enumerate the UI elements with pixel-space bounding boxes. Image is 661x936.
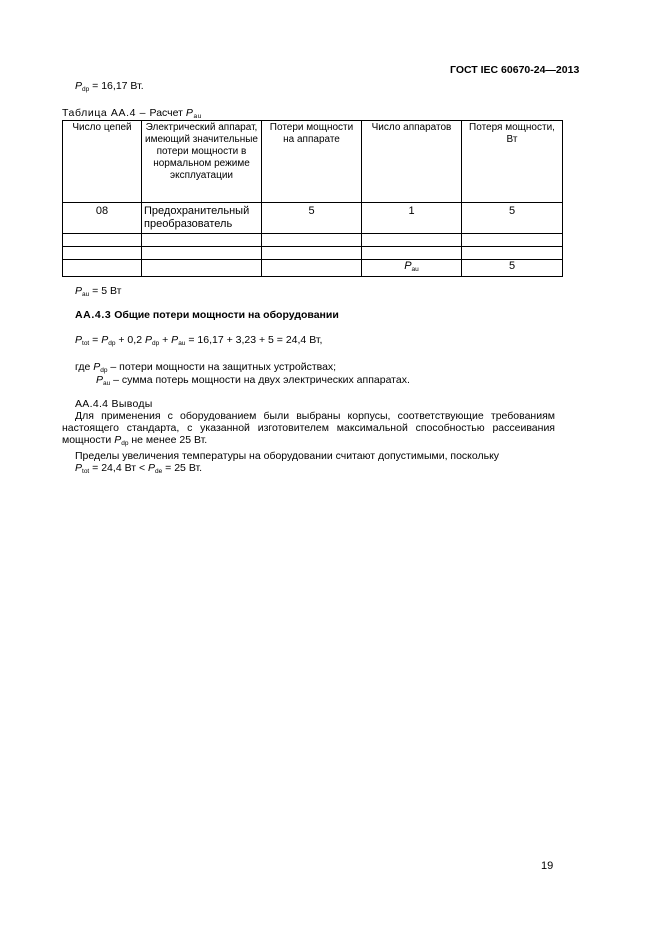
table-cell xyxy=(462,247,563,260)
subscript: dp xyxy=(100,367,108,374)
table-cell xyxy=(362,247,462,260)
table-cell xyxy=(262,234,362,247)
formula-text: + xyxy=(159,334,172,346)
table-cell: Предохранительный преобразователь xyxy=(142,203,262,234)
table-cell xyxy=(262,260,362,277)
subscript: dp xyxy=(108,340,116,347)
symbol-p: P xyxy=(93,361,101,373)
comparison-text: = 25 Вт. xyxy=(162,462,203,474)
subscript: dp xyxy=(121,440,129,447)
table-cell xyxy=(142,234,262,247)
power-loss-table xyxy=(62,120,563,277)
comparison-text: = 24,4 Вт < xyxy=(89,462,148,474)
table-cell xyxy=(142,247,262,260)
pdp-value-text: = 16,17 Вт. xyxy=(89,80,144,92)
formula-text: + 0,2 xyxy=(115,334,145,346)
subscript: au xyxy=(411,266,419,273)
where-line-2 xyxy=(96,374,410,387)
symbol-p: P xyxy=(75,80,83,92)
symbol-p: P xyxy=(148,462,156,474)
table-row xyxy=(63,203,563,234)
table-cell xyxy=(462,234,563,247)
header-cell: Число аппаратов xyxy=(362,121,462,203)
table-cell: 1 xyxy=(362,203,462,234)
comparison-line xyxy=(75,462,202,475)
table-cell xyxy=(262,247,362,260)
section-heading xyxy=(75,309,339,321)
subscript: au xyxy=(193,113,202,120)
page-number: 19 xyxy=(541,860,554,872)
header-cell: Число цепей xyxy=(63,121,142,203)
subscript: dp xyxy=(151,340,160,347)
subscript: au xyxy=(82,291,90,298)
subscript: au xyxy=(178,340,186,347)
symbol-p: P xyxy=(114,434,122,446)
pau-value-text: = 5 Вт xyxy=(89,285,122,297)
table-cell: 5 xyxy=(462,203,563,234)
pdp-value-line xyxy=(75,80,144,93)
conclusions-paragraph xyxy=(62,410,555,450)
table-cell xyxy=(63,247,142,260)
where-prefix: где xyxy=(75,361,94,373)
section-number: АА.4.3 xyxy=(75,309,112,321)
symbol-p: P xyxy=(75,334,83,346)
table-cell: 08 xyxy=(63,203,142,234)
header-cell: Потери мощности на аппарате xyxy=(262,121,362,203)
subscript: tot xyxy=(82,340,90,347)
where-description: – потери мощности на защитных устройствах; xyxy=(107,361,337,373)
paragraph-text: не менее 25 Вт. xyxy=(128,434,208,446)
header-cell: Электрический аппарат, имеющий значительные потери мощности в нормальном режиме эксплуатации xyxy=(142,121,262,203)
symbol-p: P xyxy=(185,107,194,119)
table-cell xyxy=(362,234,462,247)
table-cell xyxy=(63,260,142,277)
formula-text: = 16,17 + 3,23 + 5 = 24,4 Вт, xyxy=(185,334,323,346)
table-caption-prefix: Таблица АА.4 xyxy=(62,107,137,119)
subscript: dp xyxy=(82,86,90,93)
table-header-row xyxy=(63,121,563,203)
table-caption-dash: – xyxy=(136,107,150,119)
table-row xyxy=(63,234,563,247)
symbol-p: P xyxy=(171,334,179,346)
table-cell: 5 xyxy=(262,203,362,234)
total-label-cell xyxy=(362,260,462,277)
symbol-p: P xyxy=(96,374,104,386)
symbol-p: P xyxy=(144,334,152,346)
table-caption xyxy=(62,107,202,120)
subscript: de xyxy=(155,468,163,475)
where-line-1 xyxy=(75,361,336,374)
table-cell xyxy=(63,234,142,247)
pau-value-line xyxy=(75,285,121,298)
table-caption-title: Расчет xyxy=(149,107,186,119)
subscript: tot xyxy=(82,468,90,475)
symbol-p: P xyxy=(75,285,83,297)
document-code: ГОСТ IEC 60670-24—2013 xyxy=(450,64,580,76)
table-row xyxy=(63,247,563,260)
where-description: – сумма потерь мощности на двух электрических аппаратах. xyxy=(110,374,410,386)
symbol-p: P xyxy=(75,462,83,474)
conclusions-heading: АА.4.4 Выводы xyxy=(75,398,153,410)
total-loss-formula xyxy=(75,334,322,347)
formula-text: = xyxy=(89,334,102,346)
header-cell: Потеря мощности, Вт xyxy=(462,121,563,203)
symbol-p: P xyxy=(404,260,412,272)
section-title: Общие потери мощности на оборудовании xyxy=(111,309,339,321)
total-value-cell: 5 xyxy=(462,260,563,277)
subscript: au xyxy=(103,380,111,387)
temperature-paragraph: Пределы увеличения температуры на оборудовании считают допустимыми, поскольку xyxy=(75,450,500,462)
table-cell xyxy=(142,260,262,277)
symbol-p: P xyxy=(101,334,109,346)
paragraph-text: Для применения с оборудованием были выбраны корпусы, соответствующие требованиям настоящего стандарта, с указанной изготовителем максимальной способностью рассеивания мощности xyxy=(62,410,555,446)
table-total-row xyxy=(63,260,563,277)
